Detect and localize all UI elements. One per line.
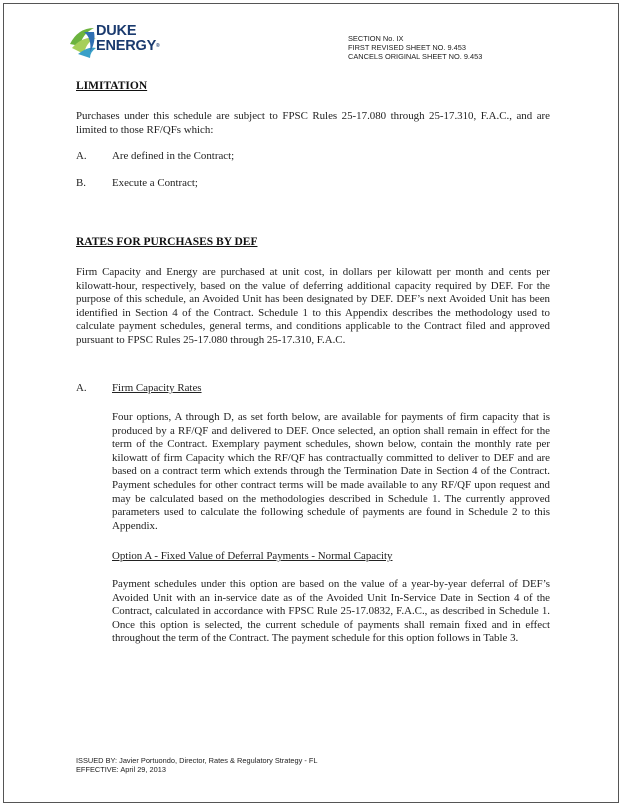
limitation-item-a-text: Are defined in the Contract; bbox=[112, 150, 235, 162]
option-a-text: Payment schedules under this option are based on the value of a year-by-year deferral of DEF’s Avoided Unit with an in-service date as of the Avoided Unit In-Service Date in Section 4 of the Contract, calculated in accordance with FPSC Rule 25-17.0832, F.A.C., as described in Schedule 1. Once this option is selected, the current schedule of payments shall remain fixed and in effect throughout the term of the Contract. The payment schedule for this option follows in Table 3. bbox=[112, 578, 550, 645]
sheet-number: FIRST REVISED SHEET NO. 9.453 bbox=[348, 43, 467, 52]
logo-line-energy: ENERGY® bbox=[96, 38, 160, 54]
limitation-item-a-marker: A. bbox=[76, 150, 87, 162]
logo-line-duke: DUKE bbox=[96, 23, 137, 39]
sheet-reference bbox=[348, 34, 482, 61]
section-a-marker: A. bbox=[76, 382, 87, 394]
section-number: SECTION No. IX bbox=[348, 34, 404, 43]
rates-intro: Firm Capacity and Energy are purchased at unit cost, in dollars per kilowatt per month and cents per kilowatt-hour, respectively, based on the value of deferring additional capacity required by DEF. For the purpose of this schedule, an Avoided Unit has been designated by DEF. DEF’s next Avoided Unit has been identified in Section 4 of the Contract. Schedule 1 to this Appendix describes the methodology used to calculate payment schedules, general terms, and conditions applicable to the Contract filed and approved pursuant to FPSC Rules 25-17.080 through 25-17.310, F.A.C. bbox=[76, 266, 550, 346]
section-a-paragraph: Four options, A through D, as set forth below, are available for payments of firm capacity that is produced by a RF/QF and delivered to DEF. Once selected, an option shall remain in effect for the term of the Contract. Exemplary payment schedules, shown below, contain the monthly rate per kilowatt of firm Capacity which the RF/QF has contractually committed to deliver to DEF and are based on a contract term which extends through the Termination Date in Section 4 of the Contract. Payment schedules for other contract terms will be made available to any RF/QF upon request and may be calculated based on the methodologies described in Schedule 1. The currently approved parameters used to calculate the following schedule of payments are found in Schedule 2 to this Appendix. bbox=[112, 411, 550, 532]
limitation-item-b-marker: B. bbox=[76, 177, 86, 189]
cancels-sheet: CANCELS ORIGINAL SHEET NO. 9.453 bbox=[348, 52, 483, 61]
limitation-intro: Purchases under this schedule are subject to FPSC Rules 25-17.080 through 25-17.310, F.A.C., and are limited to those RF/QFs which: bbox=[76, 110, 550, 136]
rates-heading: RATES FOR PURCHASES BY DEF bbox=[76, 236, 258, 248]
issued-by: ISSUED BY: Javier Portuondo, Director, Rates & Regulatory Strategy - FL bbox=[76, 756, 318, 765]
limitation-item-b-text: Execute a Contract; bbox=[112, 177, 198, 189]
limitation-heading: LIMITATION bbox=[76, 80, 148, 92]
effective-date: EFFECTIVE: April 29, 2013 bbox=[76, 765, 166, 774]
footer bbox=[76, 756, 318, 774]
option-a-title: Option A - Fixed Value of Deferral Payments - Normal Capacity bbox=[112, 550, 393, 562]
section-a-title: Firm Capacity Rates bbox=[112, 382, 202, 394]
logo-wordmark bbox=[96, 24, 160, 54]
